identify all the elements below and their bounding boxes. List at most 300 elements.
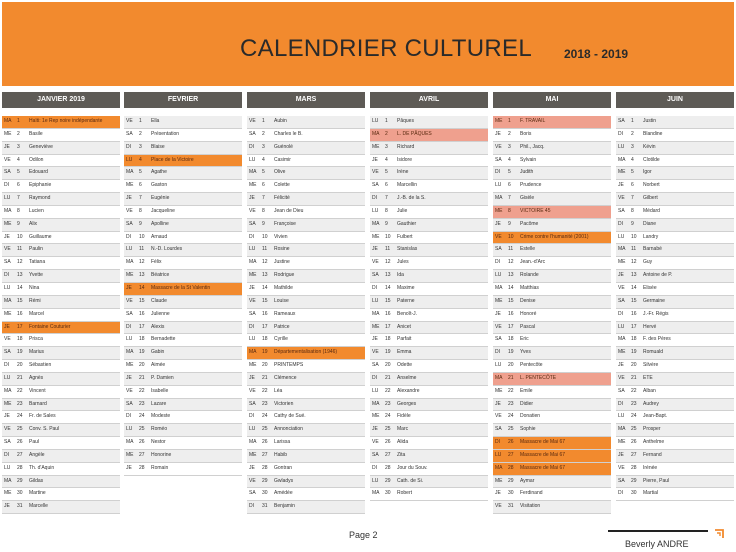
day-row xyxy=(124,257,242,270)
day-name: J.-B. de la S. xyxy=(397,195,426,202)
weekday-label: ME xyxy=(372,323,380,330)
day-name: Fontaine Couturier xyxy=(29,323,71,330)
day-row xyxy=(124,142,242,155)
weekday-label: ME xyxy=(372,143,380,150)
weekday-label: ME xyxy=(495,207,503,214)
day-row xyxy=(2,463,120,476)
day-row xyxy=(2,167,120,180)
day-number: 26 xyxy=(262,439,268,446)
weekday-label: ME xyxy=(4,220,12,227)
weekday-label: SA xyxy=(249,490,256,497)
weekday-label: JE xyxy=(618,362,624,369)
weekday-label: MA xyxy=(126,439,134,446)
weekday-label: VE xyxy=(4,336,11,343)
day-row xyxy=(370,232,488,245)
weekday-label: LU xyxy=(495,272,502,279)
day-row xyxy=(247,501,365,514)
weekday-label: MA xyxy=(618,156,626,163)
day-row xyxy=(616,193,734,206)
weekday-label: MA xyxy=(495,284,503,291)
weekday-label: VE xyxy=(4,156,11,163)
weekday-label: SA xyxy=(618,207,625,214)
day-row xyxy=(493,476,611,489)
day-number: 16 xyxy=(508,310,514,317)
day-number: 31 xyxy=(508,503,514,510)
weekday-label: JE xyxy=(249,374,255,381)
day-name: VICTOIRE 45 xyxy=(520,207,551,214)
day-name: Marcellin xyxy=(397,182,418,189)
day-row xyxy=(247,373,365,386)
weekday-label: DI xyxy=(372,374,377,381)
day-row xyxy=(370,322,488,335)
day-name: Georges xyxy=(397,400,417,407)
weekday-label: JE xyxy=(495,490,501,497)
weekday-label: LU xyxy=(372,477,379,484)
weekday-label: ME xyxy=(618,349,626,356)
weekday-label: LU xyxy=(126,156,133,163)
day-number: 25 xyxy=(139,426,145,433)
weekday-label: MA xyxy=(372,310,380,317)
day-name: Epiphanie xyxy=(29,182,52,189)
day-number: 4 xyxy=(385,156,388,163)
day-row xyxy=(247,116,365,129)
weekday-label: DI xyxy=(618,310,623,317)
day-number: 30 xyxy=(385,490,391,497)
day-name: Julienne xyxy=(151,310,170,317)
day-row xyxy=(247,193,365,206)
weekday-label: SA xyxy=(495,246,502,253)
day-name: Stanislas xyxy=(397,246,418,253)
day-row xyxy=(493,437,611,450)
weekday-label: JE xyxy=(4,413,10,420)
day-name: Sophie xyxy=(520,426,536,433)
day-row xyxy=(124,373,242,386)
day-name: PRINTEMPS xyxy=(274,362,304,369)
day-row xyxy=(247,232,365,245)
day-number: 7 xyxy=(508,195,511,202)
day-name: Cathy de Sué. xyxy=(274,413,306,420)
day-row xyxy=(370,334,488,347)
day-row xyxy=(2,232,120,245)
day-name: Paulin xyxy=(29,246,43,253)
day-name: Rémi xyxy=(29,297,41,304)
day-row xyxy=(370,167,488,180)
day-row xyxy=(493,334,611,347)
day-number: 3 xyxy=(508,143,511,150)
day-row xyxy=(370,116,488,129)
day-name: Habib xyxy=(274,451,288,458)
day-row xyxy=(616,373,734,386)
day-number: 14 xyxy=(508,284,514,291)
weekday-label: LU xyxy=(618,413,625,420)
day-number: 6 xyxy=(262,182,265,189)
day-row xyxy=(370,463,488,476)
day-name: Justin xyxy=(643,118,657,124)
day-row xyxy=(124,206,242,219)
day-name: Anicet xyxy=(397,323,411,330)
day-name: Anthelme xyxy=(643,439,665,446)
weekday-label: LU xyxy=(126,246,133,253)
day-number: 4 xyxy=(262,156,265,163)
day-name: Pacôme xyxy=(520,220,539,227)
day-number: 27 xyxy=(262,451,268,458)
day-number: 28 xyxy=(508,464,514,471)
day-number: 28 xyxy=(262,464,268,471)
weekday-label: JE xyxy=(4,323,10,330)
day-name: Barnabé xyxy=(643,246,662,253)
weekday-label: ME xyxy=(618,259,626,266)
day-number: 12 xyxy=(139,259,145,266)
weekday-label: LU xyxy=(372,387,379,394)
weekday-label: VE xyxy=(495,233,502,240)
weekday-label: VE xyxy=(618,374,625,381)
weekday-label: LU xyxy=(4,195,11,202)
weekday-label: JE xyxy=(4,503,10,510)
day-number: 30 xyxy=(17,490,23,497)
weekday-label: MA xyxy=(249,439,257,446)
day-number: 10 xyxy=(17,233,23,240)
day-row xyxy=(2,206,120,219)
day-number: 25 xyxy=(17,426,23,433)
day-row xyxy=(370,206,488,219)
year-range: 2018 - 2019 xyxy=(564,47,629,61)
weekday-label: DI xyxy=(495,439,500,446)
day-number: 13 xyxy=(17,272,23,279)
day-name: Jean.-d'Arc xyxy=(520,259,546,266)
month-column xyxy=(124,92,242,476)
day-number: 14 xyxy=(262,284,268,291)
day-number: 23 xyxy=(262,400,268,407)
day-number: 13 xyxy=(508,272,514,279)
day-row xyxy=(2,334,120,347)
day-number: 28 xyxy=(139,464,145,471)
day-name: Ferdinand xyxy=(520,490,543,497)
day-row xyxy=(493,360,611,373)
day-number: 31 xyxy=(17,503,23,510)
day-number: 11 xyxy=(17,246,23,253)
day-number: 24 xyxy=(139,413,145,420)
day-name: Rolande xyxy=(520,272,539,279)
day-row xyxy=(493,411,611,424)
day-number: 1 xyxy=(262,118,265,124)
day-number: 10 xyxy=(139,233,145,240)
day-name: P. Damien xyxy=(151,374,174,381)
day-number: 24 xyxy=(508,413,514,420)
weekday-label: DI xyxy=(618,400,623,407)
weekday-label: SA xyxy=(618,387,625,394)
day-number: 18 xyxy=(139,336,145,343)
day-number: 12 xyxy=(508,259,514,266)
day-number: 15 xyxy=(139,297,145,304)
day-row xyxy=(2,476,120,489)
day-name: Alexandre xyxy=(397,387,420,394)
weekday-label: MA xyxy=(4,207,12,214)
day-name: Phil., Jacq. xyxy=(520,143,545,150)
day-row xyxy=(247,244,365,257)
day-name: Parfait xyxy=(397,336,412,343)
day-name: Barnard xyxy=(29,400,47,407)
day-row xyxy=(493,386,611,399)
day-row xyxy=(370,450,488,463)
weekday-label: VE xyxy=(372,349,379,356)
month-column xyxy=(247,92,365,514)
weekday-label: DI xyxy=(4,272,9,279)
day-row xyxy=(124,232,242,245)
day-number: 15 xyxy=(385,297,391,304)
day-row xyxy=(616,219,734,232)
day-number: 30 xyxy=(262,490,268,497)
weekday-label: MA xyxy=(372,220,380,227)
weekday-label: JE xyxy=(618,182,624,189)
weekday-label: DI xyxy=(495,259,500,266)
day-row xyxy=(124,155,242,168)
day-name: Sylvain xyxy=(520,156,537,163)
day-row xyxy=(616,116,734,129)
day-row xyxy=(370,129,488,142)
day-row xyxy=(370,309,488,322)
weekday-label: MA xyxy=(618,336,626,343)
day-name: Irénée xyxy=(643,464,658,471)
day-name: Blandine xyxy=(643,130,663,137)
day-number: 29 xyxy=(17,477,23,484)
day-row xyxy=(247,488,365,501)
day-row xyxy=(2,322,120,335)
day-row xyxy=(247,257,365,270)
weekday-label: DI xyxy=(372,195,377,202)
day-name: Mathilde xyxy=(274,284,293,291)
day-name: Judith xyxy=(520,169,534,176)
day-number: 23 xyxy=(17,400,23,407)
weekday-label: MA xyxy=(372,130,380,137)
day-row xyxy=(247,322,365,335)
day-name: Paterne xyxy=(397,297,415,304)
day-name: Aubin xyxy=(274,118,287,124)
day-number: 18 xyxy=(17,336,23,343)
day-row xyxy=(247,437,365,450)
day-name: Massacre de Mai 67 xyxy=(520,439,566,446)
day-row xyxy=(493,270,611,283)
weekday-label: LU xyxy=(249,156,256,163)
weekday-label: MA xyxy=(126,349,134,356)
day-name: Ella xyxy=(151,118,160,124)
day-number: 17 xyxy=(17,323,23,330)
day-number: 29 xyxy=(262,477,268,484)
day-row xyxy=(370,437,488,450)
day-name: Cyrille xyxy=(274,336,288,343)
day-number: 18 xyxy=(631,336,637,343)
day-name: Guillaume xyxy=(29,233,52,240)
weekday-label: JE xyxy=(372,336,378,343)
day-row xyxy=(616,270,734,283)
day-number: 2 xyxy=(508,130,511,137)
weekday-label: SA xyxy=(4,349,11,356)
day-number: 21 xyxy=(139,374,145,381)
weekday-label: VE xyxy=(618,284,625,291)
day-number: 21 xyxy=(508,374,514,381)
day-row xyxy=(370,180,488,193)
day-number: 2 xyxy=(385,130,388,137)
day-row xyxy=(616,244,734,257)
day-number: 25 xyxy=(385,426,391,433)
weekday-label: SA xyxy=(249,400,256,407)
day-name: Edouard xyxy=(29,169,48,176)
day-row xyxy=(616,180,734,193)
day-row xyxy=(616,142,734,155)
day-name: Sébastien xyxy=(29,362,52,369)
weekday-label: LU xyxy=(618,233,625,240)
weekday-label: ME xyxy=(4,130,12,137)
day-number: 26 xyxy=(139,439,145,446)
day-row xyxy=(616,463,734,476)
day-name: Th. d'Aquin xyxy=(29,464,55,471)
day-row xyxy=(616,129,734,142)
day-row xyxy=(493,180,611,193)
day-number: 19 xyxy=(139,349,145,356)
day-number: 3 xyxy=(631,143,634,150)
weekday-label: SA xyxy=(4,259,11,266)
day-row xyxy=(124,129,242,142)
day-number: 18 xyxy=(385,336,391,343)
day-number: 20 xyxy=(17,362,23,369)
day-number: 7 xyxy=(631,195,634,202)
day-name: Antoine de P. xyxy=(643,272,673,279)
day-number: 16 xyxy=(262,310,268,317)
day-name: Donatien xyxy=(520,413,541,420)
day-number: 3 xyxy=(139,143,142,150)
day-name: Benjamin xyxy=(274,503,295,510)
day-row xyxy=(370,476,488,489)
day-row xyxy=(370,270,488,283)
day-number: 29 xyxy=(385,477,391,484)
day-name: Roméo xyxy=(151,426,168,433)
day-name: F. TRAVAIL xyxy=(520,118,546,124)
day-row xyxy=(247,347,365,360)
day-number: 5 xyxy=(385,169,388,176)
day-row xyxy=(370,193,488,206)
weekday-label: ME xyxy=(249,451,257,458)
day-row xyxy=(247,219,365,232)
day-number: 26 xyxy=(508,439,514,446)
day-name: Romuald xyxy=(643,349,664,356)
day-name: Fulbert xyxy=(397,233,413,240)
day-number: 17 xyxy=(631,323,637,330)
day-number: 15 xyxy=(631,297,637,304)
day-row xyxy=(124,193,242,206)
day-name: Alida xyxy=(397,439,409,446)
title-banner xyxy=(2,2,734,86)
day-number: 14 xyxy=(631,284,637,291)
day-number: 5 xyxy=(631,169,634,176)
month-header: FEVRIER xyxy=(124,92,242,108)
day-name: Béatrice xyxy=(151,272,170,279)
weekday-label: DI xyxy=(126,233,131,240)
month-column xyxy=(493,92,611,514)
day-name: Pâques xyxy=(397,118,414,124)
day-row xyxy=(2,142,120,155)
day-row xyxy=(493,129,611,142)
day-number: 6 xyxy=(17,182,20,189)
day-name: Marc xyxy=(397,426,409,433)
day-name: Victorien xyxy=(274,400,294,407)
day-row xyxy=(616,232,734,245)
weekday-label: ME xyxy=(618,169,626,176)
day-number: 30 xyxy=(508,490,514,497)
day-number: 11 xyxy=(139,246,145,253)
day-number: 12 xyxy=(17,259,23,266)
day-name: Patrice xyxy=(274,323,290,330)
day-row xyxy=(493,296,611,309)
day-row xyxy=(493,257,611,270)
day-name: Landry xyxy=(643,233,659,240)
month-header: JUIN xyxy=(616,92,734,108)
weekday-label: VE xyxy=(372,439,379,446)
day-name: Colette xyxy=(274,182,290,189)
day-number: 10 xyxy=(631,233,637,240)
weekday-label: LU xyxy=(126,426,133,433)
day-number: 23 xyxy=(631,400,637,407)
day-number: 24 xyxy=(17,413,23,420)
weekday-label: JE xyxy=(618,272,624,279)
day-row xyxy=(124,309,242,322)
day-name: Rodrigue xyxy=(274,272,295,279)
day-number: 6 xyxy=(139,182,142,189)
weekday-label: SA xyxy=(495,426,502,433)
day-name: Cath. de Si. xyxy=(397,477,424,484)
weekday-label: ME xyxy=(495,297,503,304)
day-number: 29 xyxy=(631,477,637,484)
day-name: Eric xyxy=(520,336,529,343)
day-name: Louise xyxy=(274,297,289,304)
day-row xyxy=(124,424,242,437)
weekday-label: SA xyxy=(126,310,133,317)
day-name: Anselme xyxy=(397,374,417,381)
day-name: Geneviève xyxy=(29,143,53,150)
weekday-label: SA xyxy=(249,220,256,227)
day-name: Richard xyxy=(397,143,415,150)
day-number: 8 xyxy=(17,207,20,214)
day-row xyxy=(124,180,242,193)
day-name: Départementalisation (1946) xyxy=(274,349,338,356)
day-row xyxy=(2,193,120,206)
day-row xyxy=(493,450,611,463)
weekday-label: ME xyxy=(4,400,12,407)
day-row xyxy=(493,116,611,129)
calendar-grid xyxy=(2,92,734,514)
day-name: Eugénie xyxy=(151,195,170,202)
weekday-label: LU xyxy=(372,297,379,304)
day-row xyxy=(247,296,365,309)
weekday-label: JE xyxy=(4,233,10,240)
day-number: 16 xyxy=(631,310,637,317)
page-title: CALENDRIER CULTUREL xyxy=(240,35,532,62)
weekday-label: SA xyxy=(618,297,625,304)
day-name: Emma xyxy=(397,349,412,356)
day-row xyxy=(493,193,611,206)
weekday-label: VE xyxy=(126,207,133,214)
day-number: 5 xyxy=(508,169,511,176)
day-row xyxy=(124,450,242,463)
day-name: Casimir xyxy=(274,156,291,163)
day-number: 12 xyxy=(262,259,268,266)
weekday-label: JE xyxy=(495,400,501,407)
day-name: Yves xyxy=(520,349,531,356)
day-row xyxy=(247,167,365,180)
weekday-label: ME xyxy=(618,439,626,446)
day-name: Blaise xyxy=(151,143,165,150)
day-number: 25 xyxy=(508,426,514,433)
day-row xyxy=(493,206,611,219)
weekday-label: JE xyxy=(126,374,132,381)
